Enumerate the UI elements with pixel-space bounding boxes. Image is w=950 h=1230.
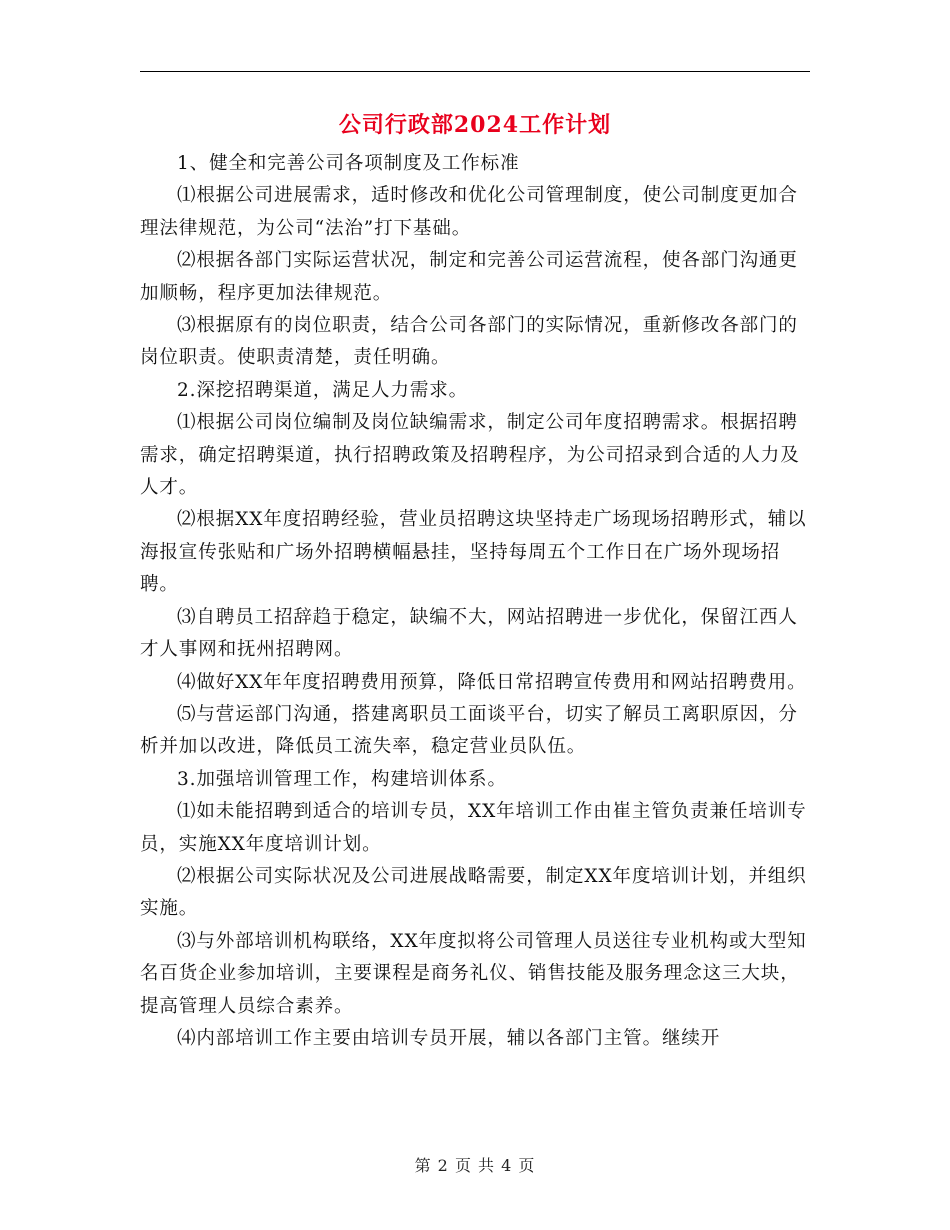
- paragraph-1: 1、健全和完善公司各项制度及工作标准: [177, 153, 520, 174]
- paragraph-15: ⑷内部培训工作主要由培训专员开展，辅以各部门主管。继续开: [177, 1027, 721, 1049]
- paragraph-2: ⑴根据公司进展需求，适时修改和优化公司管理制度，使公司制度更加合理法律规范，为公司“法治”打下基础。: [140, 185, 798, 239]
- paragraph-5: 2.深挖招聘渠道，满足人力需求。: [177, 379, 469, 401]
- paragraph-14: ⑶与外部培训机构联络，XX年度拟将公司管理人员送往专业机构或大型知名百货企业参加培训，主要课程是商务礼仪、销售技能及服务理念这三大块，提高管理人员综合素养。: [140, 930, 807, 1017]
- page-footer: 第 2 页 共 4 页: [414, 1156, 536, 1175]
- paragraph-11: 3.加强培训管理工作，构建培训体系。: [177, 768, 507, 790]
- paragraph-3: ⑵根据各部门实际运营状况，制定和完善公司运营流程，使各部门沟通更加顺畅，程序更加法律规范。: [140, 250, 798, 304]
- header-rule: [140, 71, 810, 72]
- document-body: [140, 148, 810, 1055]
- paragraph-7: ⑵根据XX年度招聘经验，营业员招聘这块坚持走广场现场招聘形式，辅以海报宣传张贴和广场外招聘横幅悬挂，坚持每周五个工作日在广场外现场招聘。: [140, 509, 807, 596]
- paragraph-12: ⑴如未能招聘到适合的培训专员，XX年培训工作由崔主管负责兼任培训专员，实施XX年度培训计划。: [140, 801, 807, 855]
- paragraph-8: ⑶自聘员工招辞趋于稳定，缺编不大，网站招聘进一步优化，保留江西人才人事网和抚州招聘网。: [140, 606, 798, 661]
- paragraph-4: ⑶根据原有的岗位职责，结合公司各部门的实际情况，重新修改各部门的岗位职责。使职责清楚，责任明确。: [140, 315, 798, 369]
- paragraph-13: ⑵根据公司实际状况及公司进展战略需要，制定XX年度培训计划，并组织实施。: [140, 865, 807, 920]
- paragraph-10: ⑸与营运部门沟通，搭建离职员工面谈平台，切实了解员工离职原因，分析并加以改进，降低员工流失率，稳定营业员队伍。: [140, 703, 798, 758]
- document-title: 公司行政部2024工作计划: [338, 112, 612, 138]
- paragraph-9: ⑷做好XX年年度招聘费用预算，降低日常招聘宣传费用和网站招聘费用。: [177, 671, 807, 693]
- paragraph-6: ⑴根据公司岗位编制及岗位缺编需求，制定公司年度招聘需求。根据招聘需求，确定招聘渠道，执行招聘政策及招聘程序，为公司招录到合适的人力及人才。: [140, 412, 800, 499]
